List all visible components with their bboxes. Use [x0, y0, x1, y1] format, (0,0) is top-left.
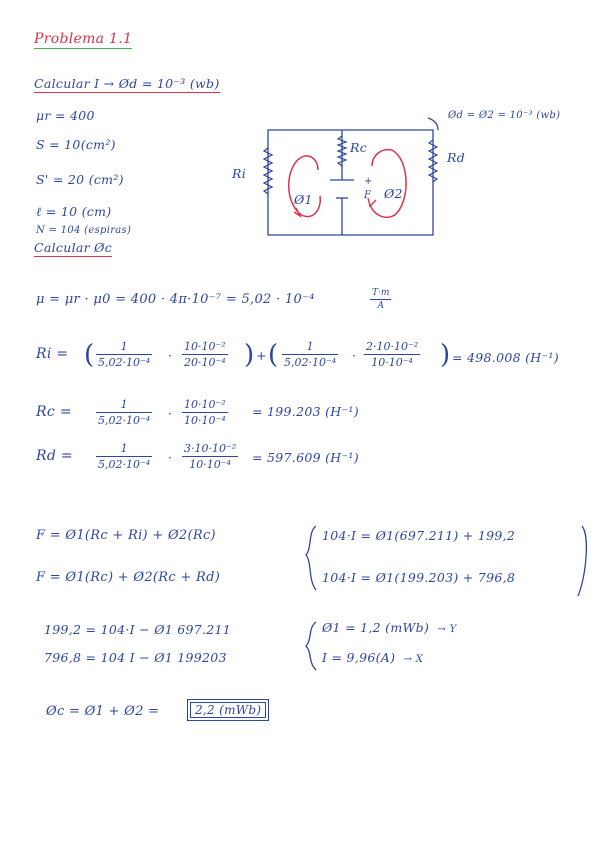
ri-paren-open-1: (: [84, 340, 95, 370]
final-answer-box: 2,2 (mWb): [190, 702, 266, 718]
label-ri: Ri: [232, 166, 247, 181]
label-phi2: Ø2: [384, 186, 403, 201]
system-left-brace-icon: [306, 526, 316, 590]
mu-equation: μ = μr · μ0 = 400 · 4π·10⁻⁷ = 5,02 · 10⁻⁴: [36, 292, 315, 307]
ri-dot-1: ·: [168, 348, 173, 363]
system-eq2: F = Ø1(Rc) + Ø2(Rc + Rd): [36, 570, 221, 585]
rc-frac-1-num: 1: [96, 398, 152, 413]
rc-label: Rc =: [36, 404, 72, 420]
ri-label: Ri =: [36, 346, 69, 362]
system-eq2b: 104·I = Ø1(199.203) + 796,8: [322, 570, 516, 585]
given-l: ℓ = 10 (cm): [36, 204, 112, 219]
rd-result: = 597.609 (H⁻¹): [252, 450, 359, 465]
given-s-prime: S' = 20 (cm²): [36, 172, 124, 187]
page-title: Problema 1.1: [34, 31, 133, 47]
ri-paren-close-2: ): [440, 340, 451, 370]
label-rd: Rd: [447, 150, 466, 165]
ri-frac-1-den: 5,02·10⁻⁴: [98, 356, 151, 369]
given-n: N = 104 (espiras): [36, 225, 132, 236]
rd-frac-1-num: 1: [96, 442, 152, 457]
rc-result: = 199.203 (H⁻¹): [252, 404, 359, 419]
rd-dot: ·: [168, 450, 173, 465]
rc-dot: ·: [168, 406, 173, 421]
solution-phi1-arrow: → Y: [437, 624, 457, 635]
ri-frac-4-den: 10·10⁻⁴: [371, 356, 413, 369]
solution-i-text: I = 9,96(A): [322, 650, 396, 665]
circuit-flux-equation: Ød = Ø2 = 10⁻³ (wb): [448, 110, 561, 121]
ri-frac-2-den: 20·10⁻⁴: [184, 356, 226, 369]
label-rc: Rc: [350, 140, 368, 155]
ri-paren-close-1: ): [244, 340, 255, 370]
rd-frac-1-den: 5,02·10⁻⁴: [98, 458, 151, 471]
ri-frac-4-num: 2·10·10⁻²: [366, 340, 419, 353]
ri-dot-2: ·: [352, 348, 357, 363]
mu-units-den: A: [377, 301, 384, 311]
rc-frac-2-num: 10·10⁻²: [184, 398, 226, 411]
ri-frac-1-num: 1: [96, 340, 152, 355]
system-eq1: F = Ø1(Rc + Ri) + Ø2(Rc): [36, 528, 216, 543]
given-s: S = 10(cm²): [36, 137, 116, 152]
final-lhs: Øc = Ø1 + Ø2 =: [46, 704, 160, 719]
system-right-brace-icon: [578, 526, 586, 596]
ri-paren-open-2: (: [268, 340, 279, 370]
rd-label: Rd =: [36, 448, 73, 464]
mu-units-num: T·m: [372, 288, 390, 298]
label-phi1: Ø1: [294, 192, 313, 207]
rd-frac-2-den: 10·10⁻⁴: [189, 458, 231, 471]
rc-frac-2-den: 10·10⁻⁴: [184, 414, 226, 427]
label-plus: +: [364, 176, 373, 187]
solve-eq2: 796,8 = 104 I − Ø1 199203: [44, 650, 227, 665]
system-eq1b: 104·I = Ø1(697.211) + 199,2: [322, 528, 516, 543]
solution-phi1-text: Ø1 = 1,2 (mWb): [322, 620, 430, 635]
solution-left-brace-icon: [306, 622, 316, 670]
ri-plus: +: [256, 348, 267, 363]
ri-frac-2-num: 10·10⁻²: [184, 340, 226, 353]
ri-result: = 498.008 (H⁻¹): [452, 350, 559, 365]
section-heading-phic: Calcular Øc: [34, 240, 113, 255]
ri-frac-3-den: 5,02·10⁻⁴: [284, 356, 337, 369]
solution-i-arrow: → X: [403, 654, 424, 665]
rc-frac-1-den: 5,02·10⁻⁴: [98, 414, 151, 427]
rd-frac-2-num: 3·10·10⁻²: [184, 442, 237, 455]
label-f: F: [364, 190, 372, 201]
ri-frac-3-num: 1: [282, 340, 338, 355]
given-mu-r: μr = 400: [36, 108, 95, 123]
solve-eq1: 199,2 = 104·I − Ø1 697.211: [44, 622, 232, 637]
given-heading-text: Calcular I → Ød = 10⁻³ (wb): [34, 76, 220, 91]
